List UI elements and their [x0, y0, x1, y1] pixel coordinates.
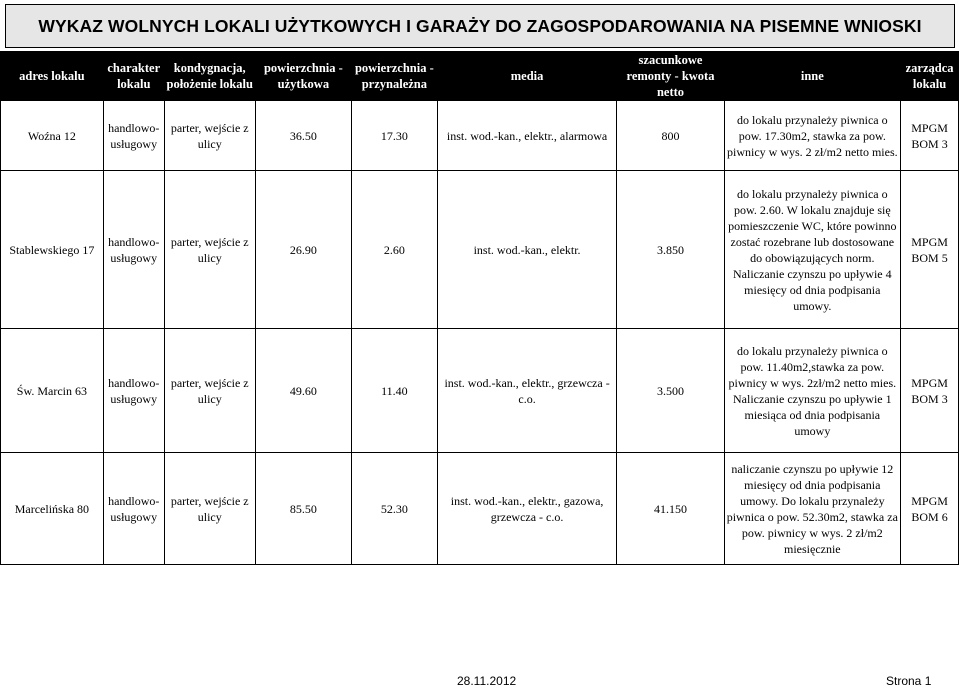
cell-pow-uzytkowa: 36.50: [255, 101, 351, 171]
cell-remonty: 3.850: [617, 171, 724, 329]
header-pow-przynalezna: powierzchnia - przynależna: [352, 52, 438, 101]
header-kondygnacja: kondygnacja, położenie lokalu: [164, 52, 255, 101]
table-row: [1, 453, 959, 565]
cell-pow-przynalezna: 11.40: [352, 329, 438, 453]
cell-zarzadca: MPGM BOM 5: [901, 171, 959, 329]
cell-pow-uzytkowa: 49.60: [255, 329, 351, 453]
document-title: WYKAZ WOLNYCH LOKALI UŻYTKOWYCH I GARAŻY DO ZAGOSPODAROWANIA NA PISEMNE WNIOSKI: [38, 15, 922, 36]
header-pow-uzytkowa: powierzchnia - użytkowa: [255, 52, 351, 101]
cell-zarzadca: MPGM BOM 3: [901, 329, 959, 453]
header-remonty: szacunkowe remonty - kwota netto: [617, 52, 724, 101]
premises-table: [0, 51, 959, 565]
cell-inne: do lokalu przynależy piwnica o pow. 2.60. W lokalu znajduje się pomieszczenie WC, które powinno zostać rozebrane lub dostosowane do obowiązujących norm. Naliczanie czynszu po upływie 4 miesięcy od dnia podpisania umowy.: [724, 171, 901, 329]
cell-remonty: 800: [617, 101, 724, 171]
cell-kondygnacja: parter, wejście z ulicy: [164, 101, 255, 171]
header-adres: adres lokalu: [1, 52, 104, 101]
cell-media: inst. wod.-kan., elektr., gazowa, grzewcza - c.o.: [437, 453, 617, 565]
cell-charakter: handlowo-usługowy: [103, 101, 164, 171]
table-row: [1, 101, 959, 171]
cell-pow-przynalezna: 52.30: [352, 453, 438, 565]
header-media: media: [437, 52, 617, 101]
cell-kondygnacja: parter, wejście z ulicy: [164, 171, 255, 329]
cell-adres: Woźna 12: [1, 101, 104, 171]
cell-charakter: handlowo-usługowy: [103, 171, 164, 329]
header-inne: inne: [724, 52, 901, 101]
cell-media: inst. wod.-kan., elektr., alarmowa: [437, 101, 617, 171]
footer-date: 28.11.2012: [457, 674, 517, 688]
document-title-box: [5, 4, 955, 48]
cell-media: inst. wod.-kan., elektr., grzewcza - c.o.: [437, 329, 617, 453]
cell-kondygnacja: parter, wejście z ulicy: [164, 453, 255, 565]
cell-zarzadca: MPGM BOM 6: [901, 453, 959, 565]
cell-media: inst. wod.-kan., elektr.: [437, 171, 617, 329]
cell-pow-uzytkowa: 26.90: [255, 171, 351, 329]
cell-pow-przynalezna: 2.60: [352, 171, 438, 329]
cell-charakter: handlowo-usługowy: [103, 329, 164, 453]
table-header-row: [1, 52, 959, 101]
cell-adres: Św. Marcin 63: [1, 329, 104, 453]
cell-adres: Marcelińska 80: [1, 453, 104, 565]
cell-remonty: 41.150: [617, 453, 724, 565]
cell-pow-uzytkowa: 85.50: [255, 453, 351, 565]
cell-charakter: handlowo-usługowy: [103, 453, 164, 565]
cell-inne: do lokalu przynależy piwnica o pow. 11.40m2,stawka za pow. piwnicy w wys. 2zł/m2 netto mies. Naliczanie czynszu po upływie 1 miesiąca od dnia podpisania umowy: [724, 329, 901, 453]
cell-remonty: 3.500: [617, 329, 724, 453]
cell-pow-przynalezna: 17.30: [352, 101, 438, 171]
table-row: [1, 171, 959, 329]
cell-kondygnacja: parter, wejście z ulicy: [164, 329, 255, 453]
header-zarzadca: zarządca lokalu: [901, 52, 959, 101]
table-row: [1, 329, 959, 453]
cell-zarzadca: MPGM BOM 3: [901, 101, 959, 171]
cell-inne: do lokalu przynależy piwnica o pow. 17.30m2, stawka za pow. piwnicy w wys. 2 zł/m2 netto mies.: [724, 101, 901, 171]
cell-adres: Stablewskiego 17: [1, 171, 104, 329]
footer-page-number: Strona 1: [886, 674, 932, 688]
cell-inne: naliczanie czynszu po upływie 12 miesięcy od dnia podpisania umowy. Do lokalu przynależy piwnica o pow. 52.30m2, stawka za pow. piwnicy w wys. 2 zł/m2 miesięcznie: [724, 453, 901, 565]
header-charakter: charakter lokalu: [103, 52, 164, 101]
